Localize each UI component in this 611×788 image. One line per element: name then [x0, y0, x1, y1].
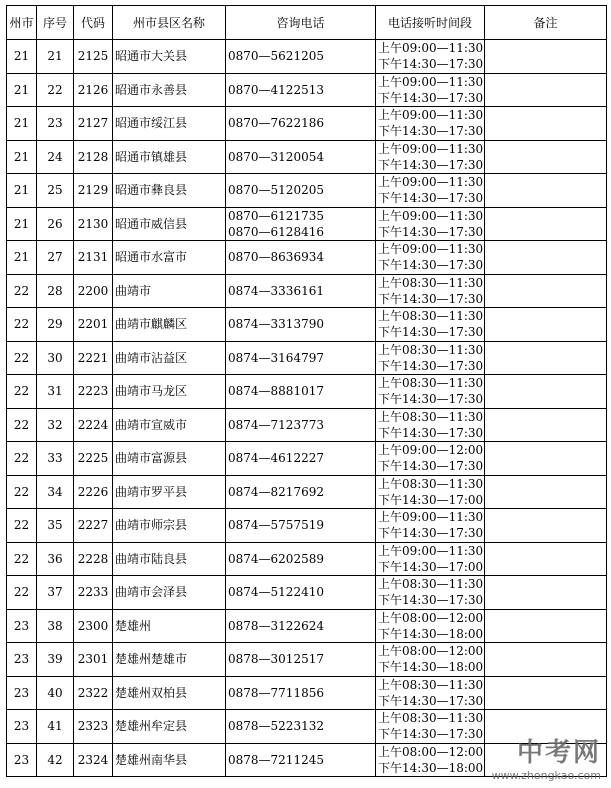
phone-number: 0878—3012517 [228, 652, 324, 667]
name-cell: 曲靖市麒麟区 [113, 308, 226, 342]
name-cell: 曲靖市陆良县 [113, 542, 226, 576]
hours-line: 上午08:00—12:00 [378, 744, 484, 759]
code-cell: 2201 [74, 308, 113, 342]
phone-cell [226, 542, 376, 576]
hours-line: 下午14:30—17:30 [378, 526, 484, 541]
prefecture-cell: 21 [7, 174, 37, 208]
name-cell: 楚雄州牟定县 [113, 710, 226, 744]
table-row [7, 174, 607, 208]
code-cell: 2323 [74, 710, 113, 744]
hours-cell [376, 308, 485, 342]
seq-cell: 37 [37, 576, 74, 610]
code-cell: 2221 [74, 341, 113, 375]
name-cell: 昭通市彝良县 [113, 174, 226, 208]
note-cell [485, 609, 607, 643]
prefecture-cell: 22 [7, 375, 37, 409]
note-cell [485, 174, 607, 208]
phone-cell [226, 676, 376, 710]
hours-cell [376, 207, 485, 241]
phone-number: 0870—7622186 [228, 116, 324, 131]
prefecture-cell: 21 [7, 40, 37, 74]
name-cell: 曲靖市会泽县 [113, 576, 226, 610]
watermark-url: www.zhongkao.com [491, 769, 601, 782]
prefecture-cell: 23 [7, 609, 37, 643]
phone-cell [226, 241, 376, 275]
phone-number: 0874—3336161 [228, 283, 324, 298]
table-row [7, 643, 607, 677]
phone-cell [226, 40, 376, 74]
table-row [7, 73, 607, 107]
table-row [7, 408, 607, 442]
hours-line: 上午08:00—12:00 [378, 610, 484, 625]
code-cell: 2224 [74, 408, 113, 442]
note-cell [485, 475, 607, 509]
prefecture-cell: 22 [7, 542, 37, 576]
note-cell [485, 375, 607, 409]
table-row [7, 207, 607, 241]
code-cell: 2125 [74, 40, 113, 74]
hours-line: 下午14:30—17:30 [378, 124, 484, 139]
name-cell: 楚雄州楚雄市 [113, 643, 226, 677]
phone-number: 0870—6128416 [228, 224, 324, 239]
hours-cell [376, 475, 485, 509]
hours-line: 上午09:00—12:00 [378, 443, 484, 458]
phone-number: 0878—3122624 [228, 618, 324, 633]
hours-line: 下午14:30—17:30 [378, 325, 484, 340]
note-cell [485, 341, 607, 375]
table-row [7, 107, 607, 141]
hours-cell [376, 609, 485, 643]
hours-line: 上午09:00—11:30 [378, 242, 484, 257]
phone-cell [226, 442, 376, 476]
header-code: 代码 [74, 6, 113, 40]
phone-cell [226, 174, 376, 208]
hours-line: 下午14:30—17:30 [378, 157, 484, 172]
name-cell: 昭通市镇雄县 [113, 140, 226, 174]
watermark-logo: 中考网 [516, 738, 601, 768]
name-cell: 曲靖市 [113, 274, 226, 308]
hours-line: 下午14:30—18:00 [378, 626, 484, 641]
table-row [7, 576, 607, 610]
hours-cell [376, 341, 485, 375]
note-cell [485, 40, 607, 74]
note-cell [485, 408, 607, 442]
phone-number: 0874—3164797 [228, 350, 324, 365]
hours-cell [376, 542, 485, 576]
phone-number: 0870—8636934 [228, 250, 324, 265]
hours-cell [376, 442, 485, 476]
note-cell [485, 576, 607, 610]
phone-cell [226, 73, 376, 107]
phone-number: 0874—8217692 [228, 484, 324, 499]
header-name: 州市县区名称 [113, 6, 226, 40]
header-seq: 序号 [37, 6, 74, 40]
hours-cell [376, 710, 485, 744]
seq-cell: 26 [37, 207, 74, 241]
seq-cell: 40 [37, 676, 74, 710]
phone-number: 0874—7123773 [228, 417, 324, 432]
phone-number: 0878—5223132 [228, 719, 324, 734]
hours-cell [376, 375, 485, 409]
table-row [7, 542, 607, 576]
phone-number: 0870—3120054 [228, 149, 324, 164]
hours-line: 上午09:00—11:30 [378, 208, 484, 223]
phone-number: 0874—3313790 [228, 317, 324, 332]
phone-cell [226, 609, 376, 643]
seq-cell: 38 [37, 609, 74, 643]
hours-line: 上午09:00—11:30 [378, 175, 484, 190]
name-cell: 曲靖市师宗县 [113, 509, 226, 543]
phone-cell [226, 140, 376, 174]
hours-cell [376, 408, 485, 442]
phone-number: 0874—8881017 [228, 384, 324, 399]
prefecture-cell: 22 [7, 509, 37, 543]
header-note: 备注 [485, 6, 607, 40]
note-cell [485, 442, 607, 476]
prefecture-cell: 23 [7, 643, 37, 677]
phone-cell [226, 341, 376, 375]
hours-cell [376, 40, 485, 74]
prefecture-cell: 21 [7, 241, 37, 275]
phone-cell [226, 408, 376, 442]
phone-number: 0878—7211245 [228, 752, 324, 767]
hours-cell [376, 576, 485, 610]
prefecture-cell: 23 [7, 743, 37, 777]
hours-line: 上午08:30—11:30 [378, 677, 484, 692]
name-cell: 曲靖市沾益区 [113, 341, 226, 375]
prefecture-cell: 22 [7, 442, 37, 476]
prefecture-cell: 22 [7, 576, 37, 610]
hours-line: 上午09:00—11:30 [378, 41, 484, 56]
seq-cell: 27 [37, 241, 74, 275]
prefecture-cell: 23 [7, 676, 37, 710]
table-body [7, 40, 607, 777]
note-cell [485, 274, 607, 308]
hours-line: 下午14:30—17:30 [378, 291, 484, 306]
note-cell [485, 107, 607, 141]
note-cell [485, 207, 607, 241]
prefecture-cell: 22 [7, 475, 37, 509]
hours-line: 上午08:30—11:30 [378, 309, 484, 324]
seq-cell: 25 [37, 174, 74, 208]
hours-cell [376, 241, 485, 275]
hours-cell [376, 140, 485, 174]
hours-line: 下午14:30—17:30 [378, 727, 484, 742]
hours-line: 上午09:00—11:30 [378, 108, 484, 123]
hours-line: 上午08:30—11:30 [378, 342, 484, 357]
phone-cell [226, 576, 376, 610]
phone-number: 0874—4612227 [228, 451, 324, 466]
table-row [7, 442, 607, 476]
header-hours: 电话接听时间段 [376, 6, 485, 40]
table-row [7, 308, 607, 342]
table-row [7, 40, 607, 74]
header-prefecture: 州市 [7, 6, 37, 40]
hours-line: 上午08:30—11:30 [378, 275, 484, 290]
hours-cell [376, 174, 485, 208]
table-row [7, 475, 607, 509]
hours-line: 下午14:30—17:00 [378, 559, 484, 574]
seq-cell: 30 [37, 341, 74, 375]
hours-line: 上午08:30—11:30 [378, 376, 484, 391]
phone-cell [226, 107, 376, 141]
phone-cell [226, 743, 376, 777]
hours-line: 下午14:30—17:30 [378, 693, 484, 708]
hours-line: 上午09:00—11:30 [378, 543, 484, 558]
table-row [7, 375, 607, 409]
code-cell: 2227 [74, 509, 113, 543]
hours-line: 下午14:30—17:30 [378, 459, 484, 474]
prefecture-cell: 22 [7, 341, 37, 375]
hours-line: 上午08:30—11:30 [378, 476, 484, 491]
phone-cell [226, 475, 376, 509]
phone-number: 0870—6121735 [228, 208, 324, 223]
hours-line: 下午14:30—17:30 [378, 90, 484, 105]
hours-line: 上午09:00—11:30 [378, 141, 484, 156]
hours-cell [376, 73, 485, 107]
seq-cell: 23 [37, 107, 74, 141]
name-cell: 楚雄州 [113, 609, 226, 643]
watermark [492, 732, 601, 782]
hours-line: 下午14:30—17:30 [378, 425, 484, 440]
note-cell [485, 643, 607, 677]
phone-number: 0870—5120205 [228, 183, 324, 198]
hours-cell [376, 643, 485, 677]
hours-line: 下午14:30—18:00 [378, 760, 484, 775]
table-row [7, 676, 607, 710]
code-cell: 2223 [74, 375, 113, 409]
hours-line: 下午14:30—18:00 [378, 660, 484, 675]
phone-number: 0870—4122513 [228, 82, 324, 97]
code-cell: 2200 [74, 274, 113, 308]
code-cell: 2226 [74, 475, 113, 509]
code-cell: 2126 [74, 73, 113, 107]
phone-cell [226, 643, 376, 677]
seq-cell: 31 [37, 375, 74, 409]
prefecture-cell: 21 [7, 207, 37, 241]
seq-cell: 42 [37, 743, 74, 777]
code-cell: 2301 [74, 643, 113, 677]
name-cell: 昭通市威信县 [113, 207, 226, 241]
seq-cell: 32 [37, 408, 74, 442]
hours-line: 下午14:30—17:30 [378, 392, 484, 407]
name-cell: 曲靖市马龙区 [113, 375, 226, 409]
phone-cell [226, 274, 376, 308]
seq-cell: 33 [37, 442, 74, 476]
hours-line: 下午14:30—17:30 [378, 358, 484, 373]
hours-line: 下午14:30—17:30 [378, 258, 484, 273]
code-cell: 2129 [74, 174, 113, 208]
code-cell: 2300 [74, 609, 113, 643]
phone-cell [226, 375, 376, 409]
hours-line: 上午08:00—12:00 [378, 644, 484, 659]
phone-table [6, 5, 607, 777]
hours-line: 上午09:00—11:30 [378, 510, 484, 525]
hours-cell [376, 676, 485, 710]
hours-line: 上午08:30—11:30 [378, 409, 484, 424]
prefecture-cell: 21 [7, 73, 37, 107]
phone-cell [226, 308, 376, 342]
seq-cell: 24 [37, 140, 74, 174]
hours-line: 上午08:30—11:30 [378, 711, 484, 726]
prefecture-cell: 22 [7, 274, 37, 308]
hours-cell [376, 107, 485, 141]
table-row [7, 341, 607, 375]
phone-cell [226, 710, 376, 744]
table-row [7, 140, 607, 174]
table-row [7, 609, 607, 643]
hours-cell [376, 274, 485, 308]
table-row [7, 509, 607, 543]
hours-cell [376, 509, 485, 543]
seq-cell: 41 [37, 710, 74, 744]
prefecture-cell: 22 [7, 308, 37, 342]
phone-number: 0870—5621205 [228, 49, 324, 64]
hours-line: 下午14:30—17:30 [378, 191, 484, 206]
hours-line: 下午14:30—17:30 [378, 57, 484, 72]
code-cell: 2225 [74, 442, 113, 476]
prefecture-cell: 21 [7, 107, 37, 141]
phone-number: 0878—7711856 [228, 685, 324, 700]
name-cell: 昭通市永善县 [113, 73, 226, 107]
note-cell [485, 140, 607, 174]
note-cell [485, 308, 607, 342]
name-cell: 曲靖市宣威市 [113, 408, 226, 442]
table-row [7, 241, 607, 275]
seq-cell: 34 [37, 475, 74, 509]
hours-line: 下午14:30—17:30 [378, 593, 484, 608]
name-cell: 昭通市大关县 [113, 40, 226, 74]
name-cell: 昭通市绥江县 [113, 107, 226, 141]
seq-cell: 35 [37, 509, 74, 543]
note-cell [485, 509, 607, 543]
code-cell: 2131 [74, 241, 113, 275]
note-cell [485, 542, 607, 576]
code-cell: 2127 [74, 107, 113, 141]
hours-line: 上午09:00—11:30 [378, 74, 484, 89]
note-cell [485, 73, 607, 107]
phone-number: 0874—5122410 [228, 585, 324, 600]
header-row [7, 6, 607, 40]
name-cell: 楚雄州南华县 [113, 743, 226, 777]
phone-cell [226, 207, 376, 241]
hours-line: 下午14:30—17:00 [378, 492, 484, 507]
code-cell: 2324 [74, 743, 113, 777]
name-cell: 楚雄州双柏县 [113, 676, 226, 710]
seq-cell: 28 [37, 274, 74, 308]
hours-line: 下午14:30—17:30 [378, 224, 484, 239]
table-row [7, 274, 607, 308]
code-cell: 2233 [74, 576, 113, 610]
code-cell: 2130 [74, 207, 113, 241]
name-cell: 昭通市水富市 [113, 241, 226, 275]
name-cell: 曲靖市罗平县 [113, 475, 226, 509]
seq-cell: 29 [37, 308, 74, 342]
header-phone: 咨询电话 [226, 6, 376, 40]
phone-cell [226, 509, 376, 543]
prefecture-cell: 22 [7, 408, 37, 442]
code-cell: 2128 [74, 140, 113, 174]
seq-cell: 21 [37, 40, 74, 74]
hours-cell [376, 743, 485, 777]
prefecture-cell: 23 [7, 710, 37, 744]
hours-line: 上午08:30—11:30 [378, 577, 484, 592]
seq-cell: 22 [37, 73, 74, 107]
note-cell [485, 241, 607, 275]
phone-number: 0874—6202589 [228, 551, 324, 566]
prefecture-cell: 21 [7, 140, 37, 174]
name-cell: 曲靖市富源县 [113, 442, 226, 476]
phone-number: 0874—5757519 [228, 518, 324, 533]
code-cell: 2228 [74, 542, 113, 576]
code-cell: 2322 [74, 676, 113, 710]
note-cell [485, 676, 607, 710]
seq-cell: 36 [37, 542, 74, 576]
seq-cell: 39 [37, 643, 74, 677]
